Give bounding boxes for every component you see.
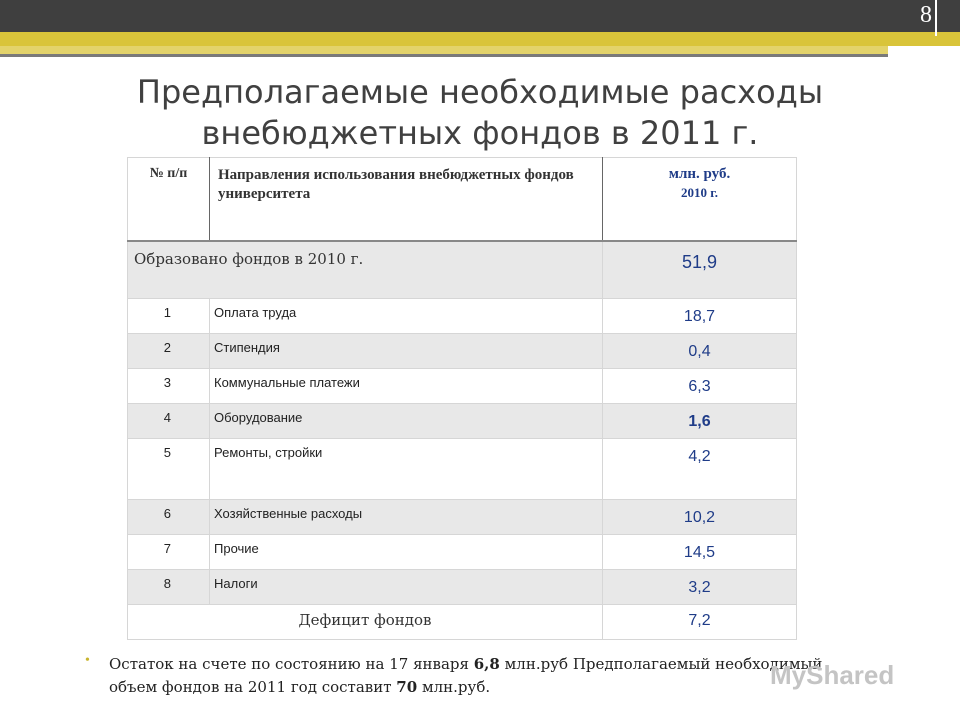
row-index: 8 (128, 570, 210, 605)
row-index: 6 (128, 500, 210, 535)
row-index: 3 (128, 369, 210, 404)
accent-stripe (0, 32, 960, 46)
header-number: № п/п (128, 158, 210, 242)
bullet-point (85, 653, 875, 699)
row-index: 2 (128, 334, 210, 369)
row-index: 1 (128, 299, 210, 334)
header-direction: Направления использования внебюджетных фондов университета (210, 158, 603, 242)
row-index: 7 (128, 535, 210, 570)
table-row (128, 369, 797, 404)
accent-stripe-shadow (0, 54, 888, 57)
deficit-row (128, 605, 797, 640)
row-value: 18,7 (603, 299, 797, 334)
watermark-logo: MyShared (770, 660, 895, 690)
deficit-label: Дефицит фондов (128, 605, 603, 640)
formed-funds-value: 51,9 (603, 241, 797, 299)
bullet-text-part: млн.руб Предполагаемый необходимый объем фондов на 2011 год составит (109, 655, 823, 696)
bullet-text-part: Остаток на счете по состоянию на 17 января (109, 655, 474, 673)
row-value: 14,5 (603, 535, 797, 570)
table-row (128, 439, 797, 500)
row-item: Оплата труда (210, 299, 603, 334)
table-header-row (128, 158, 797, 242)
bullet-text (109, 653, 875, 699)
table-row (128, 535, 797, 570)
bullet-marker: • (85, 653, 90, 668)
row-item: Стипендия (210, 334, 603, 369)
row-value: 0,4 (603, 334, 797, 369)
row-item: Прочие (210, 535, 603, 570)
table-row (128, 500, 797, 535)
balance-amount: 6,8 (473, 655, 500, 673)
row-item: Ремонты, стройки (210, 439, 603, 500)
formed-funds-label: Образовано фондов в 2010 г. (128, 241, 603, 299)
slide-number: 8 (920, 2, 932, 28)
row-value: 1,6 (603, 404, 797, 439)
row-value: 6,3 (603, 369, 797, 404)
table-row (128, 570, 797, 605)
header-unit (603, 158, 797, 242)
header-unit-year: 2010 г. (681, 185, 718, 200)
table-row (128, 334, 797, 369)
slide-number-divider (935, 0, 937, 36)
row-index: 4 (128, 404, 210, 439)
accent-stripe-light (0, 46, 888, 54)
row-item: Коммунальные платежи (210, 369, 603, 404)
row-item: Налоги (210, 570, 603, 605)
row-value: 4,2 (603, 439, 797, 500)
header-unit-label: млн. руб. (668, 166, 731, 182)
table-row (128, 404, 797, 439)
formed-funds-row (128, 241, 797, 299)
deficit-value: 7,2 (603, 605, 797, 640)
table-row (128, 299, 797, 334)
slide-title: Предполагаемые необходимые расходы внебюджетных фондов в 2011 г. (136, 73, 824, 152)
planned-amount: 70 (396, 678, 418, 696)
bullet-text-part: млн.руб. (417, 678, 491, 696)
budget-table (127, 157, 797, 640)
row-value: 10,2 (603, 500, 797, 535)
row-item: Хозяйственные расходы (210, 500, 603, 535)
row-index: 5 (128, 439, 210, 500)
top-bar (0, 0, 960, 32)
row-item: Оборудование (210, 404, 603, 439)
row-value: 3,2 (603, 570, 797, 605)
